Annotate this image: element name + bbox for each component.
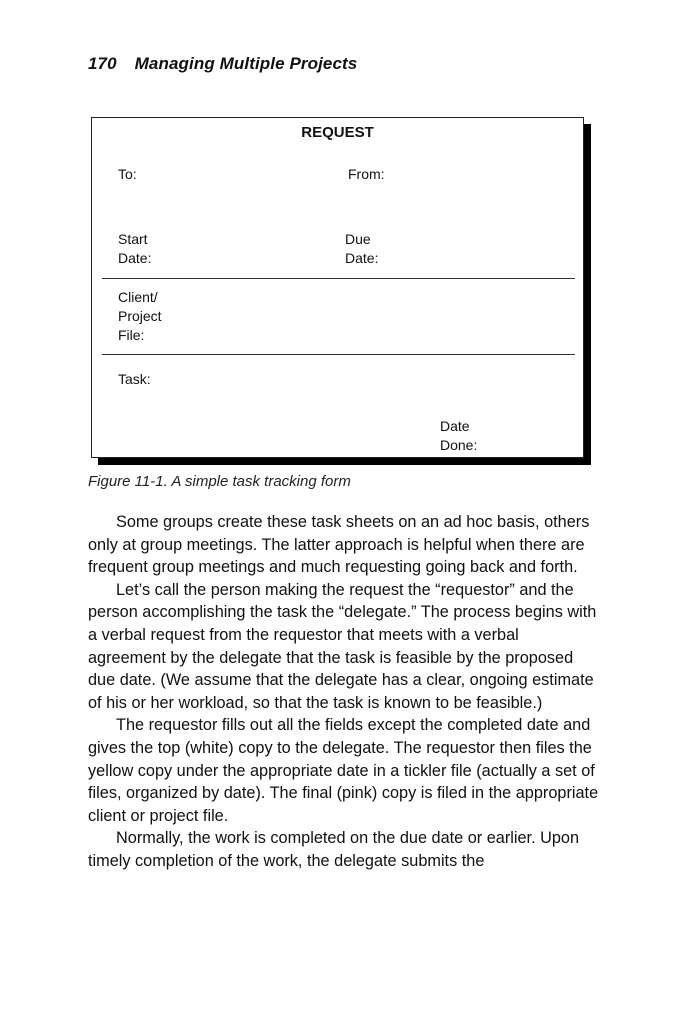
paragraph: Normally, the work is completed on the due date or earlier. Upon timely completion of the work, the delegate submits the [88, 829, 580, 870]
date-done-label: Date Done: [440, 418, 478, 453]
client-project-file-label: Client/ Project File: [118, 289, 162, 343]
form-divider-1 [102, 278, 575, 279]
paragraph: Let’s call the person making the request the “requestor” and the person accomplishing the task the “delegate.” The process begins with a verbal request from the requestor that meets with a verbal agreement by the delegate that the task is feasible by the proposed due date. (We assume that the delegate has a clear, ongoing estimate of his or her workload, so that the task is known to be feasible.) [88, 580, 597, 712]
task-label: Task: [118, 371, 151, 387]
paragraph: The requestor fills out all the fields except the completed date and gives the top (white) copy to the delegate. The requestor then files the yellow copy under the appropriate date in a tickler file (actually a set of files, organized by date). The final (pink) copy is filed in the appropriate client or project file. [88, 716, 599, 825]
running-head [88, 54, 357, 74]
start-date-label: Start Date: [118, 231, 152, 266]
due-date-label: Due Date: [345, 231, 379, 266]
to-label: To: [118, 166, 137, 182]
from-label: From: [348, 166, 385, 182]
book-title: Managing Multiple Projects [134, 54, 358, 73]
form-divider-2 [102, 354, 575, 355]
request-form [91, 117, 584, 458]
paragraph: Some groups create these task sheets on an ad hoc basis, others only at group meetings. The latter approach is helpful when there are frequent group meetings and much requesting going back and forth. [88, 513, 590, 577]
page-number: 170 [88, 54, 117, 73]
form-title: REQUEST [301, 124, 374, 141]
figure-caption: Figure 11-1. A simple task tracking form [88, 473, 351, 490]
body-text [88, 511, 600, 873]
